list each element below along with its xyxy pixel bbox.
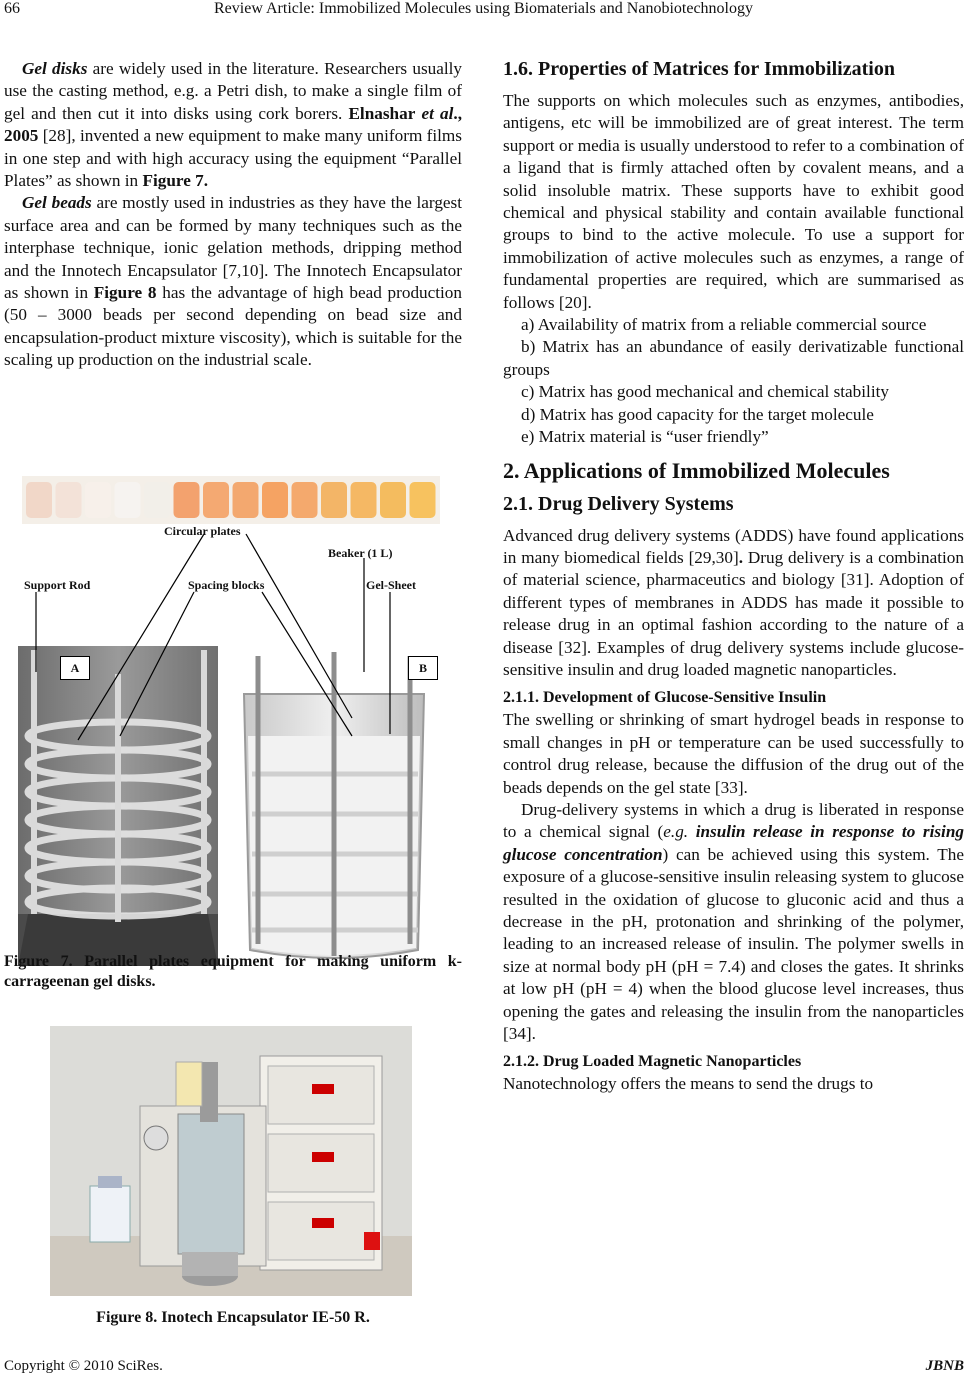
gel-disk	[262, 482, 288, 518]
heading-1-6: 1.6. Properties of Matrices for Immobilization	[503, 58, 895, 80]
heading-2-1-1: 2.1.1. Development of Glucose-Sensitive Insulin	[503, 689, 827, 707]
list-item-b: b) Matrix has an abundance of easily derivatizable functional groups	[503, 337, 964, 379]
gel-disk	[56, 482, 82, 518]
label-gel-sheet: Gel-Sheet	[366, 578, 416, 592]
figure-8-caption: Figure 8. Inotech Encapsulator IE-50 R.	[96, 1309, 370, 1326]
right-column-text	[503, 56, 964, 1096]
panel-b-photo	[224, 646, 444, 966]
journal-abbrev: JBNB	[925, 1358, 964, 1374]
label-support-rod: Support Rod	[24, 578, 91, 592]
gel-disk	[203, 482, 229, 518]
label-circular-plates: Circular plates	[164, 524, 241, 538]
paragraph-1-6: The supports on which molecules such as enzymes, antibodies, antigens, etc will be immobilized are of great interest. The term support or media is usually understood to refer to a combination of a ligand that is firmly attached often by covalent means, and a solid insoluble matrix. These supports have to exhibit good chemical and physical stability and contain available functional groups to bind to the active molecule. To use a support for immobilization of active molecules such as enzymes, a range of fundamental properties are required, which are summarised as follows [20].	[503, 91, 964, 312]
copyright-notice: Copyright © 2010 SciRes.	[4, 1358, 163, 1374]
figure-8-graphic	[50, 1026, 412, 1296]
panel-b-label: B	[408, 656, 438, 680]
label-beaker: Beaker (1 L)	[328, 546, 393, 560]
heading-2: 2. Applications of Immobilized Molecules	[503, 457, 890, 483]
list-item-c: c) Matrix has good mechanical and chemical stability	[521, 382, 889, 402]
running-header	[0, 0, 967, 26]
gel-disks-photo	[22, 476, 440, 524]
heading-2-1-2: 2.1.2. Drug Loaded Magnetic Nanoparticles	[503, 1053, 802, 1071]
list-item-a: a) Availability of matrix from a reliable commercial source	[521, 315, 927, 335]
figure-7	[18, 474, 444, 966]
figure-8	[50, 1026, 412, 1296]
gel-disk	[26, 482, 52, 518]
running-title: Review Article: Immobilized Molecules using Biomaterials and Nanobiotechnology	[214, 0, 753, 17]
page-footer	[4, 1358, 964, 1375]
paragraph-2-1: Advanced drug delivery systems (ADDS) have found applications in many biomedical fields [29,30]. Drug delivery is a combination of material science, pharmaceutics and biology [31]. Adoption of different types of membranes in ADDS has made it possible to release drug in an optimal fashion according to the nature of a disease [32]. Examples of drug delivery systems include glucose-sensitive insulin and drug loaded magnetic nanoparticles.	[503, 525, 964, 679]
gel-disk	[115, 482, 141, 518]
gel-disk	[85, 482, 111, 518]
paragraph-gel-disks: Gel disks are widely used in the literature. Researchers usually use the casting method, e.g. a Petri dish, to make a single film of gel and then cut it into disks using cork borers. Elnashar et al., 2005 [28], invented a new equipment to make many uniform films in one step and with high accuracy using the equipment “Parallel Plates” as shown in Figure 7.	[4, 59, 462, 191]
paragraph-2-1-1-a: The swelling or shrinking of smart hydrogel beads in response to small changes in pH or temperature can be used successfully to control drug release, because the diffusion of the drug out of the beads depends on the gel state [33].	[503, 710, 964, 797]
list-item-e: e) Matrix material is “user friendly”	[521, 427, 769, 447]
list-item-d: d) Matrix has good capacity for the target molecule	[521, 404, 874, 424]
gel-disk	[174, 482, 200, 518]
paragraph-gel-beads: Gel beads are mostly used in industries as they have the largest surface area and can be formed by many techniques such as the interphase technique, ionic gelation methods, dripping method and the Innotech Encapsulator [7,10]. The Innotech Encapsulator as shown in Figure 8 has the advantage of high bead production (50 – 3000 beads per second depending on bead size and encapsulation-product mixture viscosity), which is suitable for the scaling up production on the industrial scale.	[4, 193, 463, 370]
gel-disk	[410, 482, 436, 518]
gel-disk	[351, 482, 377, 518]
gel-disk	[292, 482, 318, 518]
left-column-text	[4, 58, 462, 372]
panel-a-label: A	[60, 656, 90, 680]
figure-7-caption: Figure 7. Parallel plates equipment for making uniform k-carrageenan gel disks.	[4, 953, 462, 990]
heading-2-1: 2.1. Drug Delivery Systems	[503, 492, 734, 515]
gel-disk	[321, 482, 347, 518]
label-spacing-blocks: Spacing blocks	[188, 578, 265, 592]
paragraph-2-1-2: Nanotechnology offers the means to send the drugs to	[503, 1074, 874, 1094]
gel-disk	[144, 482, 170, 518]
paragraph-2-1-1-b: Drug-delivery systems in which a drug is liberated in response to a chemical signal (e.g. insulin release in response to rising glucose concentration) can be achieved using this system. The exposure of a glucose-sensitive insulin releasing system to glucose resulted in the oxidation of glucose to gluconic acid and thus a decrease in the pH, protonation and shrinking of the polymer, leading to an increased release of insulin. The polymer swells in size at normal body pH (pH = 7.4) and closes the gates. It shrinks at low pH (pH = 4) when the blood glucose level increases, thus opening the gates and releasing the insulin from the nanoparticles [34].	[503, 799, 964, 1044]
gel-disk	[380, 482, 406, 518]
page-number: 66	[4, 0, 20, 17]
gel-disk	[233, 482, 259, 518]
panel-a-photo	[18, 646, 218, 966]
